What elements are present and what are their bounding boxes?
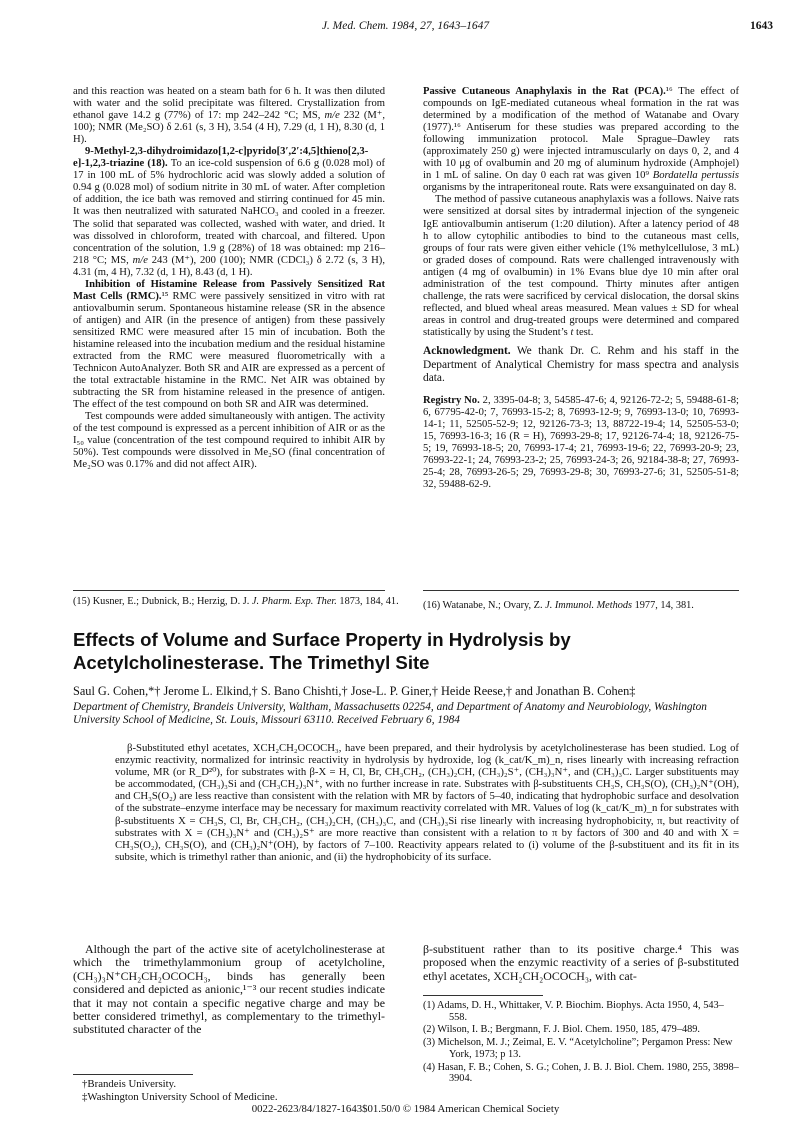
text-run: m/e xyxy=(324,110,340,122)
page-number: 1643 xyxy=(750,20,773,32)
article-title: Effects of Volume and Surface Property in Hydrolysis by Acetylcholinesterase. The Trimethyl Site xyxy=(73,629,571,673)
left-paragraph xyxy=(73,146,385,279)
footnote-left: (15) Kusner, E.; Dubnick, B.; Herzig, D. J. J. Pharm. Exp. Ther. 1873, 184, 41. xyxy=(73,596,399,607)
reference-number: (1) xyxy=(423,1000,436,1011)
reference-list xyxy=(423,1000,739,1086)
left-paragraph xyxy=(73,86,385,146)
text-run: Bordatella pertussis xyxy=(652,170,739,182)
journal-citation: J. Med. Chem. 1984, 27, 1643–1647 xyxy=(321,20,490,32)
text-run: m/e xyxy=(132,254,148,266)
text-run: organisms by the intraperitoneal route. Rats were exsanguinated on day 8. xyxy=(423,182,737,194)
acknowledgment-text: We thank Dr. C. Rehm and his staff in the Department of Analytical Chemistry for mass spectra and analysis data. xyxy=(423,344,739,385)
affiliation-note-brandeis: †Brandeis University. xyxy=(82,1078,177,1090)
footnote-right: (16) Watanabe, N.; Ovary, Z. J. Immunol. Methods 1977, 14, 381. xyxy=(423,600,694,611)
acknowledgment-heading: Acknowledgment. xyxy=(423,344,511,357)
reference-item xyxy=(423,1000,739,1023)
text-run: Inhibition of Histamine Release from Passively Sensitized Rat Mast Cells (RMC). xyxy=(73,278,385,302)
left-column-prev-article xyxy=(73,86,385,472)
affiliation-note-washington: ‡Washington University School of Medicine. xyxy=(82,1090,278,1103)
text-run: To an ice-cold suspension of 6.6 g (0.028 mol) of 17 in 100 mL of 5% hydrochloric acid was slowly added a solution of 0.94 g (0.028 mol) of sodium nitrite in 30 mL of water. After completion of addition, the ice bath was removed and stirring continued for 45 min. It was then neutralized with saturated NaHCO₃ and cooled in a freezer. The solid that separated was collected, washed with water, and dried. It was dissolved in chloroform, treated with charcoal, and filtered. Upon concentration of the solution, 1.9 g (28%) of 18 was obtained: mp 216–218 °C; MS, xyxy=(73,158,385,266)
reference-text: Wilson, I. B.; Bergmann, F. J. Biol. Chem. 1950, 185, 479–489. xyxy=(437,1024,700,1036)
reference-number: (4) xyxy=(423,1061,436,1073)
reference-item xyxy=(423,1037,739,1060)
abstract: β-Substituted ethyl acetates, XCH₂CH₂OCOCH₃, have been prepared, and their hydrolysis by acetylcholinesterase has been studied. Log of enzymic reactivity, normalized for intrinsic reactivity in hydrolysis by hydroxide, log (k_cat/K_m)_n, rises linearly with increasing refraction volume, MR (or R_D²⁰), for substrates with β-X = H, Cl, Br, CH₃CH₂, (CH₃)₂CH, (CH₃)₂S⁺, (CH₃)₃N⁺, and (CH₃)₃C. Larger substituents may be accommodated, (CH₃)₃Si and (CH₃CH₂)₃N⁺, with no further increase in rate. Substrates with β-substituents CH₃S, CH₃S(O), (CH₃)₂N⁺(OH), and CH₃S(O₂) are less reactive than consistent with the relation with MR by factors of 5–40, indicating that hydrophobic surface and desolvation of the substrate–enzyme interface may be necessary for maximum reactivity correlated with MR. Values of log (k_cat/K_m)_n for substrates with β-substituents X = CH₃S, Cl, Br, CH₃CH₂, (CH₃)₂CH, (CH₃)₃C, and (CH₃)₃Si rise linearly with increasing hydrophobicity, π, but reactivity of substrates with X = (CH₃)₃N⁺ and (CH₃)₂S⁺ are more reactive than consistent with a relation to π by factors of 300 and 40 and with X = CH₃S(O₂), CH₃S(O), and (CH₃)₂N⁺(OH), by factors of 7–100. Reactivity appears related to (i) volume of the β-substituent and its fit in its subsite, which is trimethyl rather than anionic, and (ii) the hydrophobicity of its surface. xyxy=(115,742,739,863)
body-text-left: Although the part of the active site of acetylcholinesterase at which the trimethylammonium group of acetylcholine, (CH₃)₃N⁺CH₂CH₂OCOCH₃, binds has generally been considered and depicted as anionic,¹⁻³ our recent studies indicate that it may not contain a specific negative charge and may be better considered trimethyl, as complementary to the trimethyl-substituted character of the xyxy=(73,942,385,1037)
reference-text: Adams, D. H., Whittaker, V. P. Biochim. Biophys. Acta 1950, 4, 543–558. xyxy=(437,1000,724,1023)
text-run: ¹⁶ The effect of compounds on IgE-mediated cutaneous wheal formation in the rat was determined by a modification of the method of Watanabe and Ovary (1977).¹⁶ Antiserum for these studies was prepared according to the following immunization protocol. Male Sprague–Dawley rats (approximately 250 g) were injected intramuscularly on days 0, 2, and 4 with 10 μg of ovalbumin and 20 mg of aluminum hydroxide (Amphojel) in 1 mL of saline. On day 0 each rat was given 10⁹ xyxy=(423,86,739,182)
registry-text: 2, 3395-04-8; 3, 54585-47-6; 4, 92126-72-2; 5, 59488-61-8; 6, 67795-42-0; 7, 76993-15-2; 8, 76993-12-9; 9, 76993-13-0; 10, 76993-14-1; 11, 52505-52-9; 12, 92126-73-3; 13, 88722-19-4; 14, 52505-53-0; 15, 76993-16-3; 16 (R = H), 76993-29-8; 17, 92126-74-4; 18, 92126-75-5; 19, 76993-18-5; 20, 76993-17-4; 21, 76993-19-6; 22, 76993-20-9; 23, 76993-22-1; 24, 76993-23-2; 25, 76993-24-3; 26, 92184-38-8; 27, 76993-25-4; 28, 76993-26-5; 29, 76993-29-8; 30, 76993-27-6; 31, 52505-51-8; 32, 59488-62-9. xyxy=(423,394,739,491)
left-paragraph xyxy=(73,279,385,412)
text-run: The method of passive cutaneous anaphylaxis was a follows. Naive rats were sensitized at dorsal sites by intradermal injection of the syngeneic IgE antiovalbumin antiserum (1:20 dilution). After a latency period of 48 h to allow cytophilic antibodies to bind to the cutaneous mast cells, groups of four rats were given either vehicle (1% methylcellulose, 3 mL) or graded doses of compound. Rats were challenged intravenously with antigen (4 mg of ovalbumin) in 1% Evans blue dye 10 min after oral administration of the test compound. Thirty minutes after antigen challenge, the rats were sacrificed by cervical dislocation, the dorsal skins reflected, and blued wheal areas measured. Mean values ± SD for wheal areas in control and drug-treated groups were determined and compared statistically by using the Student’s xyxy=(423,194,739,338)
reference-number: (2) xyxy=(423,1024,436,1036)
acknowledgment xyxy=(423,345,739,386)
right-column-prev-article xyxy=(423,86,739,491)
reference-number: (3) xyxy=(423,1037,436,1049)
text-run: t xyxy=(570,326,574,338)
reference-text: Hasan, F. B.; Cohen, S. G.; Cohen, J. B. J. Biol. Chem. 1980, 255, 3898–3904. xyxy=(437,1061,739,1085)
footnote-divider-right xyxy=(423,590,739,591)
text-run: 243 (M⁺), 200 (100); NMR (CDCl₃) δ 2.72 (s, 3 H), 4.31 (m, 4 H), 7.32 (d, 1 H), 8.43 (d, 1 H). xyxy=(73,254,385,278)
right-paragraph xyxy=(423,194,739,339)
reference-item xyxy=(423,1062,739,1085)
text-run: ¹⁵ RMC were passively sensitized in vitro with rat antiovalbumin serum. Spontaneous histamine release (SR in the absence of antigen) and AIR (in the presence of antigen) from these passively sensitized RMC were measured after 15 min of incubation. Both the histamine released into the incubation medium and the residual histamine extracted from the RMC were measured fluorometrically with a Technicon AutoAnalyzer. Both SR and AIR are expressed as a percent of the total extractable histamine in the RMC. Net AIR was obtained by subtracting the SR from histamine released in the presence of antigen. The effect of the test compound on both SR and AIR was determined. xyxy=(73,290,385,411)
affiliation-notes-divider xyxy=(73,1074,193,1075)
footnote-divider-left xyxy=(73,590,385,591)
registry-numbers xyxy=(423,395,739,491)
references-divider xyxy=(423,995,543,996)
text-run: Test compounds were added simultaneously with antigen. The activity of the test compound is expressed as a percent inhibition of AIR or as the I₅₀ value (concentration of the test compound required to inhibit AIR by 50%). Test compounds were dissolved in Me₂SO (final concentration of Me₂SO was 0.17% and did not affect AIR). xyxy=(73,411,385,471)
reference-text: Michelson, M. J.; Zeimal, E. V. “Acetylcholine”; Pergamon Press: New York, 1973; p 13. xyxy=(437,1037,733,1060)
running-header xyxy=(0,20,811,36)
registry-heading: Registry No. xyxy=(423,394,480,406)
text-run: test. xyxy=(573,326,594,338)
affiliation-notes xyxy=(73,1078,385,1103)
left-paragraph xyxy=(73,411,385,471)
author-list: Saul G. Cohen,*† Jerome L. Elkind,† S. Bano Chishti,† Jose-L. P. Giner,† Heide Reese,† and Jonathan B. Cohen‡ xyxy=(73,684,636,698)
author-affiliation: Department of Chemistry, Brandeis University, Waltham, Massachusetts 02254, and Department of Anatomy and Neurobiology, Washington University School of Medicine, St. Louis, Missouri 63110. Received February 6, 1984 xyxy=(73,701,707,727)
copyright-footer: 0022-2623/84/1827-1643$01.50/0 © 1984 American Chemical Society xyxy=(251,1103,560,1115)
text-run: and this reaction was heated on a steam bath for 6 h. It was then diluted with water and the solid precipitate was filtered. Crystallization from ethanol gave 14.2 g (77%) of 17: mp 242–242 °C; MS, xyxy=(73,86,385,122)
text-run: Passive Cutaneous Anaphylaxis in the Rat (PCA). xyxy=(423,86,666,97)
text-run: 232 (M⁺, 100); NMR (Me₂SO) δ 2.61 (s, 3 H), 3.54 (4 H), 7.29 (d, 1 H), 8.30 (d, 1 H). xyxy=(73,110,386,146)
text-run: 9-Methyl-2,3-dihydroimidazo[1,2-c]pyrido[3′,2′:4,5]thieno[2,3-e]-1,2,3-triazine (18). xyxy=(73,146,369,170)
right-paragraph xyxy=(423,86,739,194)
right-column-paragraphs xyxy=(423,86,739,339)
body-text-right: β-substituent rather than to its positive charge.⁴ This was proposed when the enzymic reactivity of a series of β-substituted ethyl acetates, XCH₂CH₂OCOCH₃, with cat- xyxy=(423,942,739,983)
reference-item xyxy=(423,1024,739,1036)
